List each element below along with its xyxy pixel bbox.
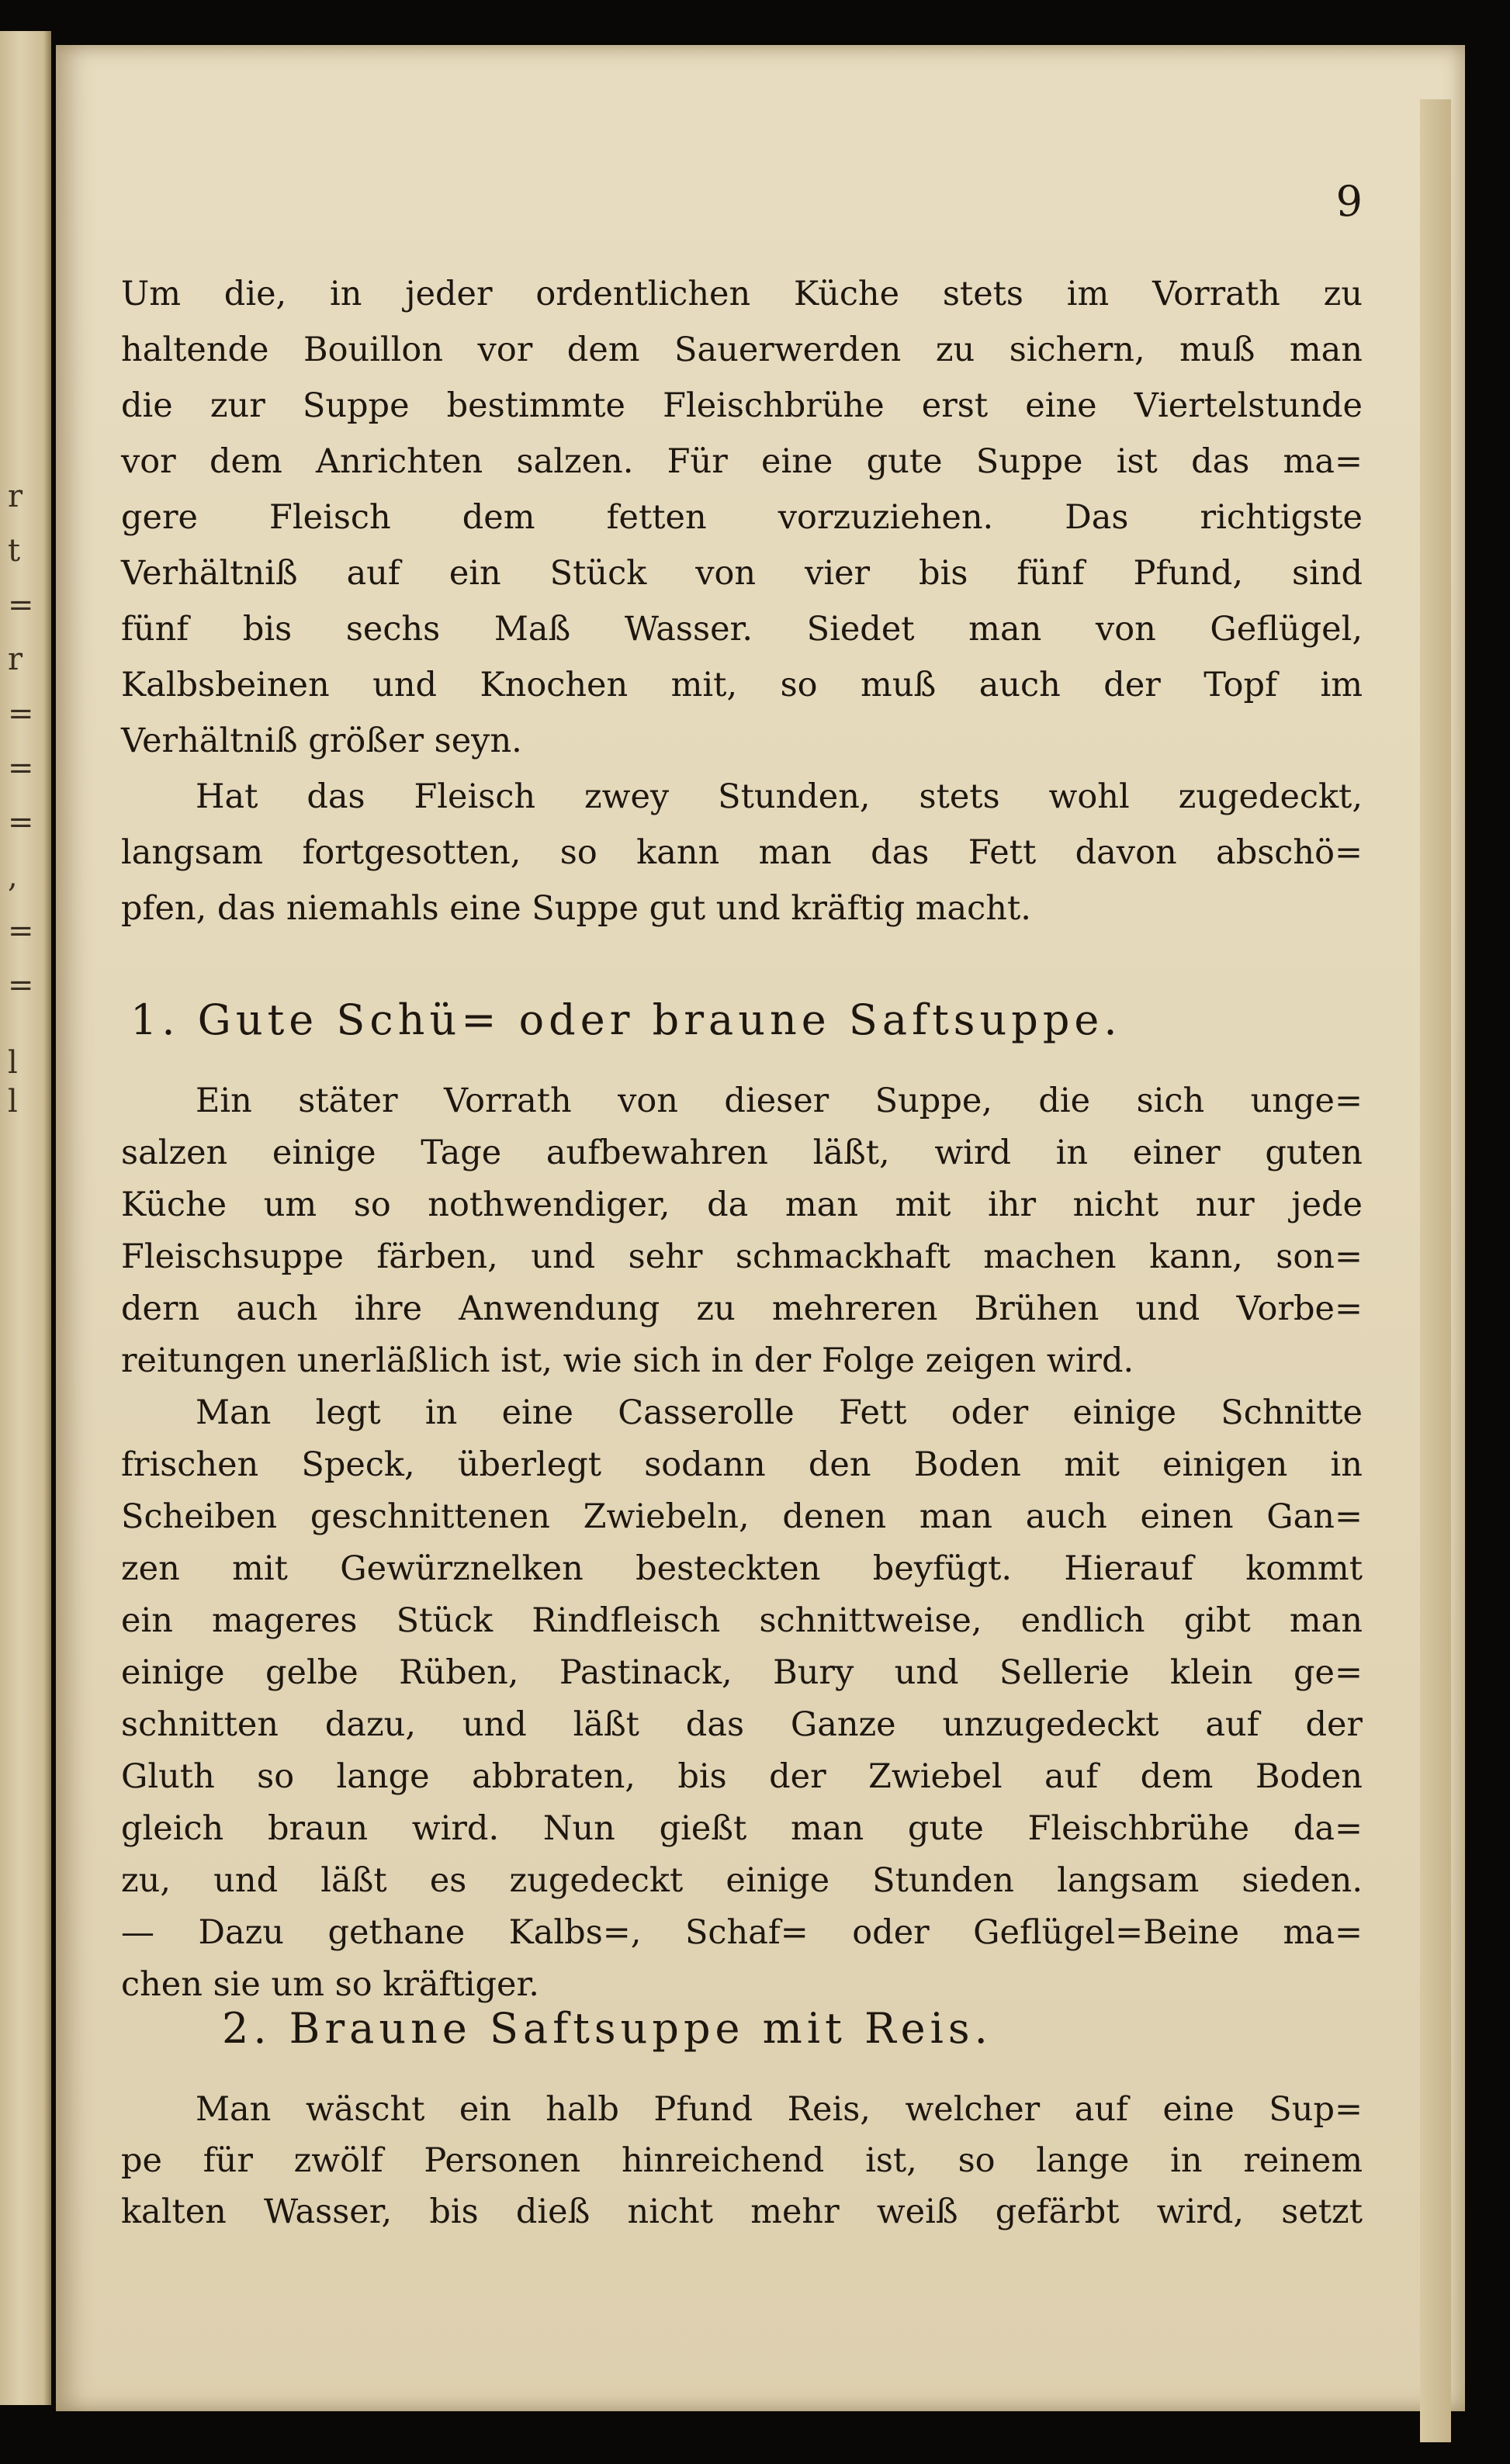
facing-page-fragment: = <box>8 750 34 786</box>
facing-page-fragment: l <box>8 1045 18 1081</box>
text-line: Man wäscht ein halb Pfund Reis, welcher auf eine Sup= <box>196 2090 1363 2129</box>
text-line: kalten Wasser, bis dieß nicht mehr weiß gefärbt wird, setzt <box>121 2192 1363 2231</box>
text-line: reitungen unerläßlich ist, wie sich in der Folge zeigen wird. <box>121 1341 1134 1380</box>
facing-page-fragment: = <box>8 913 34 949</box>
text-line: pe für zwölf Personen hinreichend ist, so lange in reinem <box>121 2141 1363 2180</box>
text-line: fünf bis sechs Maß Wasser. Siedet man von Geflügel, <box>121 610 1363 649</box>
text-line: vor dem Anrichten salzen. Für eine gute Suppe ist das ma= <box>121 442 1363 481</box>
book-page <box>56 45 1465 2411</box>
page-number: 9 <box>1335 177 1363 226</box>
facing-page-fragment: = <box>8 587 34 623</box>
facing-page-fragment: = <box>8 967 34 1003</box>
text-line: Verhältniß größer seyn. <box>121 722 522 760</box>
facing-page-fragment: = <box>8 696 34 732</box>
text-line: pfen, das niemahls eine Suppe gut und kräftig macht. <box>121 889 1031 928</box>
text-line: schnitten dazu, und läßt das Ganze unzugedeckt auf der <box>121 1705 1363 1744</box>
text-line: Küche um so nothwendiger, da man mit ihr nicht nur jede <box>121 1185 1363 1224</box>
facing-page-fragment: , <box>8 859 18 895</box>
text-line: zu, und läßt es zugedeckt einige Stunden langsam sieden. <box>121 1861 1363 1900</box>
text-line: ein mageres Stück Rindfleisch schnittweise, endlich gibt man <box>121 1601 1363 1640</box>
text-line: Verhältniß auf ein Stück von vier bis fünf Pfund, sind <box>121 554 1363 593</box>
facing-page-fragment: l <box>8 1084 18 1120</box>
text-line: langsam fortgesotten, so kann man das Fett davon abschö= <box>121 833 1363 872</box>
facing-page-fragment: t <box>8 533 21 569</box>
left-page-edge <box>0 31 51 2405</box>
page-fore-edge <box>1420 99 1451 2442</box>
section-2-heading: 2. Braune Saftsuppe mit Reis. <box>222 2004 992 2053</box>
facing-page-fragment: r <box>8 479 23 514</box>
text-line: Man legt in eine Casserolle Fett oder einige Schnitte <box>196 1393 1363 1432</box>
text-line: salzen einige Tage aufbewahren läßt, wird in einer guten <box>121 1133 1363 1172</box>
text-line: chen sie um so kräftiger. <box>121 1965 539 2004</box>
text-line: Gluth so lange abbraten, bis der Zwiebel auf dem Boden <box>121 1757 1363 1796</box>
text-line: Fleischsuppe färben, und sehr schmackhaft machen kann, son= <box>121 1237 1363 1276</box>
text-line: Kalbsbeinen und Knochen mit, so muß auch der Topf im <box>121 666 1363 704</box>
facing-page-fragment: r <box>8 642 23 677</box>
text-line: Ein stäter Vorrath von dieser Suppe, die sich unge= <box>196 1081 1363 1120</box>
text-line: Scheiben geschnittenen Zwiebeln, denen man auch einen Gan= <box>121 1497 1363 1536</box>
text-line: frischen Speck, überlegt sodann den Boden mit einigen in <box>121 1445 1363 1484</box>
text-line: Hat das Fleisch zwey Stunden, stets wohl zugedeckt, <box>196 777 1363 816</box>
facing-page-fragment: = <box>8 805 34 840</box>
section-1-heading: 1. Gute Schü= oder braune Saftsuppe. <box>130 995 1122 1044</box>
text-line: zen mit Gewürznelken besteckten beyfügt. Hierauf kommt <box>121 1549 1363 1588</box>
text-line: einige gelbe Rüben, Pastinack, Bury und Sellerie klein ge= <box>121 1653 1363 1692</box>
text-line: Um die, in jeder ordentlichen Küche stets im Vorrath zu <box>121 275 1363 313</box>
text-line: dern auch ihre Anwendung zu mehreren Brühen und Vorbe= <box>121 1289 1363 1328</box>
text-line: gere Fleisch dem fetten vorzuziehen. Das richtigste <box>121 498 1363 537</box>
text-line: die zur Suppe bestimmte Fleischbrühe erst eine Viertelstunde <box>121 386 1363 425</box>
text-line: haltende Bouillon vor dem Sauerwerden zu sichern, muß man <box>121 330 1363 369</box>
text-line: gleich braun wird. Nun gießt man gute Fleischbrühe da= <box>121 1809 1363 1848</box>
text-line: — Dazu gethane Kalbs=, Schaf= oder Geflügel=Beine ma= <box>121 1913 1363 1952</box>
